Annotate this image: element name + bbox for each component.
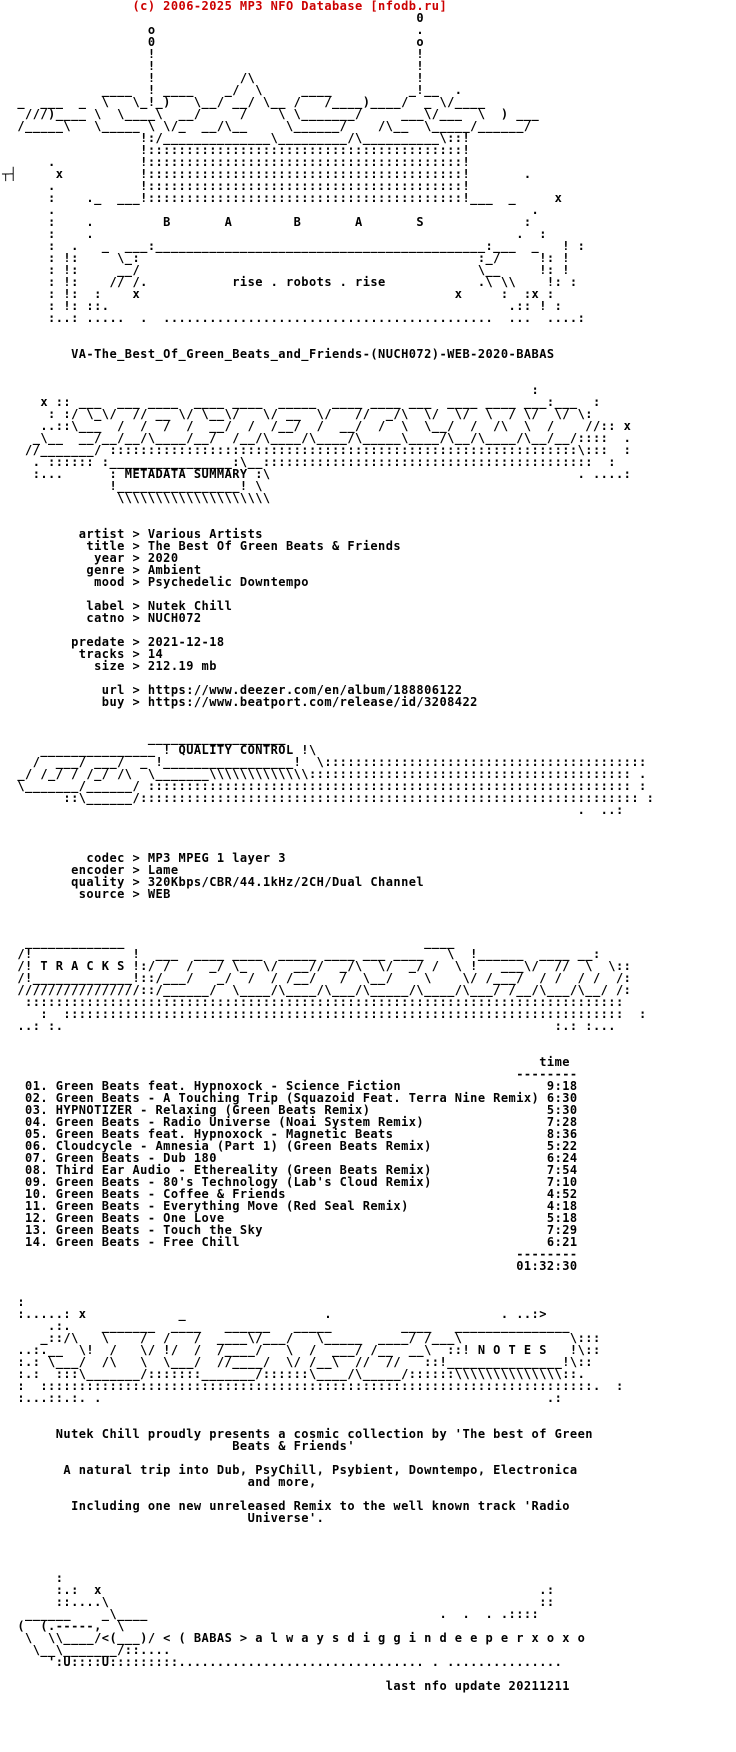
nfo-line: : !: __/ \__ !: ! xyxy=(2,263,570,277)
nfo-line: o . xyxy=(2,23,425,37)
nfo-line: : ::::::::::::::::::::::::::::::::::::::::::::::::::::::::::::::::::::::::. : xyxy=(2,1379,624,1393)
nfo-line: 10. Green Beats - Coffee & Friends 4:52 xyxy=(2,1187,578,1201)
nfo-line: genre > Ambient xyxy=(2,563,202,577)
nfo-line: : xyxy=(2,1571,64,1585)
nfo-line: _\__ __/__/__/\____/__/ /__/\____/\____/\_____\____/\__/\____/\__/__/:::: . xyxy=(2,431,632,445)
nfo-line: _::/\ \ / / / ____\/___/ \_____ ____/ /___\ \::: xyxy=(2,1331,601,1345)
nfo-line xyxy=(2,900,654,912)
nfo-line: ! /\ ! xyxy=(2,71,425,85)
nfo-line: __________________ xyxy=(2,731,286,745)
nfo-line: :.....: x _ . . ..:> xyxy=(2,1307,547,1321)
nfo-line: 08. Third Ear Audio - Ethereality (Green Beats Remix) 7:54 xyxy=(2,1163,578,1177)
nfo-line: 0 o xyxy=(2,35,425,49)
nfo-line: time xyxy=(2,1055,570,1069)
nfo-line: !:/______________\_________/\__________\::! xyxy=(2,131,471,145)
nfo-line: Universe'. xyxy=(2,1511,325,1525)
nfo-line: ( (.-----, \ xyxy=(2,1619,125,1633)
nfo-line: size > 212.19 mb xyxy=(2,659,217,673)
nfo-line: ///)____ \ \____\ __/ / \ \_______/ ___\/___ \ ) ___ xyxy=(2,107,540,121)
nfo-line xyxy=(2,324,654,336)
nfo-line xyxy=(2,1284,654,1296)
nfo-line: quality > 320Kbps/CBR/44.1kHz/2CH/Dual Channel xyxy=(2,875,425,889)
nfo-line xyxy=(2,1032,654,1044)
nfo-line: : . B A B A S : xyxy=(2,215,532,229)
nfo-line: ////////////////::/______/ \____/\____/\___/\_____/\____/\___/ /__/\___/\__/ /: xyxy=(2,983,632,997)
nfo-line: :.: :::\_______/:::::::_______/::::::\____/\_____/::::::\\\\\\\\\\\\\\::. xyxy=(2,1367,586,1381)
nfo-line xyxy=(2,1560,654,1572)
nfo-line: . !:::::::::::::::::::::::::::::::::::::::::! xyxy=(2,179,471,193)
nfo-line: ::....\ :: xyxy=(2,1595,555,1609)
nfo-line: /_____\ \_____ \ \/_ __/\__ \______/ /\__ \_____/______/ xyxy=(2,119,532,133)
nfo-line: : ._ ___!:::::::::::::::::::::::::::::::::::::::::!___ _ x xyxy=(2,191,563,205)
nfo-line: 0 xyxy=(2,11,425,25)
nfo-line: ! ! xyxy=(2,47,425,61)
nfo-line: : :/ \_\/ // __ \/ \__\/ \/ __ \/ // _/\ \/ \/ \ / \/ \/ \: xyxy=(2,407,593,421)
nfo-line: VA-The_Best_Of_Green_Beats_and_Friends-(NUCH072)-WEB-2020-BABAS xyxy=(2,347,555,361)
nfo-line: last nfo update 20211211 xyxy=(2,1679,570,1693)
nfo-line: . :::::: :________________:\__::::::::::::::::::::::::::::::::::::::::::: : xyxy=(2,455,616,469)
nfo-line: 14. Green Beats - Free Chill 6:21 xyxy=(2,1235,578,1249)
nfo-line: :...::.:. . .: xyxy=(2,1391,563,1405)
nfo-line xyxy=(2,1536,654,1548)
nfo-line: : xyxy=(2,1295,26,1309)
nfo-line: :... : METADATA SUMMARY :\ . ....: xyxy=(2,467,632,481)
nfo-line: : !: \_: :_/ !: ! xyxy=(2,251,570,265)
nfo-line: /! ! ___ ____ ____ _____ ____ ___ ____ \ !______ ____ __: xyxy=(2,947,601,961)
nfo-line: mood > Psychedelic Downtempo xyxy=(2,575,309,589)
nfo-line: :::::::::::::::::::::::::::::::::::::::::::::::::::::::::::::::::::::::::::::: xyxy=(2,995,624,1009)
nfo-line: . !:::::::::::::::::::::::::::::::::::::::::! xyxy=(2,155,471,169)
nfo-line: /! T R A C K S !:/ / / _/ \_ \/ __// _/\ \/ _/ / \ ! ___\/ // \ \:: xyxy=(2,959,632,973)
nfo-line: 12. Green Beats - One Love 5:18 xyxy=(2,1211,578,1225)
nfo-line: x :: ___ ___ ____ ____ ____ _____ ____ ____ ___ ____ ____ ___:___ : xyxy=(2,395,601,409)
nfo-line: 13. Green Beats - Touch the Sky 7:29 xyxy=(2,1223,578,1237)
nfo-line: //_______/ :::::::::::::::::::::::::::::::::::::::::::::::::::::::::::::\::: : xyxy=(2,443,632,457)
nfo-line: tracks > 14 xyxy=(2,647,164,661)
nfo-line: . ..: xyxy=(2,803,624,817)
nfo-line: Beats & Friends' xyxy=(2,1439,356,1453)
nfo-line: : . . : xyxy=(2,227,547,241)
nfo-line: ! ! xyxy=(2,59,425,73)
nfo-line: ____ ! ____ _/ \ ____ _!__ . xyxy=(2,83,463,97)
nfo-line: ..:.__ \! / \/ !/ / /____/ \ / ___/ /__ __\ ::! N O T E S !\:: xyxy=(2,1343,601,1357)
nfo-line: title > The Best Of Green Beats & Friends xyxy=(2,539,402,553)
nfo-line: :.: \___/ /\ \ \___/ //____/ \/ /__\ // // ::!_______________!\:: xyxy=(2,1355,593,1369)
nfo-line: ..::\___ / / / / __/ / /__/ / __/ / \ \__/ / /\ \ / //:: x xyxy=(2,419,632,433)
nfo-line: codec > MP3 MPEG 1 layer 3 xyxy=(2,851,286,865)
nfo-line: and more, xyxy=(2,1475,317,1489)
nfo-line xyxy=(2,828,654,840)
nfo-line: url > https://www.deezer.com/en/album/188806122 xyxy=(2,683,463,697)
nfo-line: encoder > Lame xyxy=(2,863,179,877)
nfo-line: _ ___ _ \ \_!_) \__/ __/ \__ / /____)____/ _ \/____ xyxy=(2,95,486,109)
nfo-line: ┬┤ x !:::::::::::::::::::::::::::::::::::::::::! . xyxy=(2,167,532,181)
nfo-line: \__\_______/::.... xyxy=(2,1643,171,1657)
nfo-line: catno > NUCH072 xyxy=(2,611,202,625)
nfo-line: : !: ::. .:: ! : xyxy=(2,299,563,313)
copyright-header: (c) 2006-2025 MP3 NFO Database [nfodb.ru] xyxy=(2,0,448,13)
nfo-line: label > Nutek Chill xyxy=(2,599,233,613)
nfo-line: \_______/______/ ::::::::::::::::::::::::::::::::::::::::::::::::::::::::::::::: : xyxy=(2,779,647,793)
nfo-line xyxy=(2,912,654,924)
nfo-line: : xyxy=(2,383,540,397)
nfo-line xyxy=(2,1548,654,1560)
nfo-line: : !: // /. rise . robots . rise .\ \\ !: : xyxy=(2,275,578,289)
nfo-line: 07. Green Beats - Dub 180 6:24 xyxy=(2,1151,578,1165)
nfo-line: -------- xyxy=(2,1067,578,1081)
nfo-line: !________________! \ xyxy=(2,479,263,493)
nfo-line: source > WEB xyxy=(2,887,171,901)
nfo-line: -------- xyxy=(2,1247,578,1261)
nfo-line xyxy=(2,1404,654,1416)
nfo-line: 05. Green Beats feat. Hypnoxock - Magnetic Beats 8:36 xyxy=(2,1127,578,1141)
nfo-line: _______________ ! QUALITY CONTROL !\ xyxy=(2,743,317,757)
nfo-line: buy > https://www.beatport.com/release/id/3208422 xyxy=(2,695,478,709)
nfo-line: _/ /_/ / /_/ /\ \_______\\\\\\\\\\\\\:::::::::::::::::::::::::::::::::::::::::: . xyxy=(2,767,647,781)
nfo-line: ______ _\____ . . . .:::: xyxy=(2,1607,540,1621)
nfo-line xyxy=(2,1272,654,1284)
nfo-line: 04. Green Beats - Radio Universe (Noai System Remix) 7:28 xyxy=(2,1115,578,1129)
nfo-line xyxy=(2,1524,654,1536)
nfo-line xyxy=(2,360,654,372)
nfo-line: : ::::::::::::::::::::::::::::::::::::::::::::::::::::::::::::::::::::::::: : xyxy=(2,1007,647,1021)
nfo-line: .:. _______ ____ ______ _____ ____ _______________ xyxy=(2,1319,570,1333)
nfo-line: 06. Cloudcycle - Amnesia (Part 1) (Green Beats Remix) 5:22 xyxy=(2,1139,578,1153)
nfo-line: 02. Green Beats - A Touching Trip (Squazoid Feat. Terra Nine Remix) 6:30 xyxy=(2,1091,578,1105)
nfo-line: Nutek Chill proudly presents a cosmic collection by 'The best of Green xyxy=(2,1427,593,1441)
nfo-line xyxy=(2,504,654,516)
nfo-line: : . _ ___:___________________________________________:___ _ ! : xyxy=(2,239,586,253)
nfo-line: \ \\____/<(___)/ < ( BABAS > a l w a y s d i g g i n d e e p e r x o x o xyxy=(2,1631,586,1645)
nfo-line: :.: x .: xyxy=(2,1583,555,1597)
nfo-line: A natural trip into Dub, PsyChill, Psybient, Downtempo, Electronica xyxy=(2,1463,578,1477)
nfo-line: 11. Green Beats - Everything Move (Red Seal Remix) 4:18 xyxy=(2,1199,578,1213)
nfo-line: 09. Green Beats - 80's Technology (Lab's Cloud Remix) 7:10 xyxy=(2,1175,578,1189)
nfo-line: 01. Green Beats feat. Hypnoxock - Science Fiction 9:18 xyxy=(2,1079,578,1093)
nfo-line: Including one new unreleased Remix to the well known track 'Radio xyxy=(2,1499,570,1513)
nfo-line: / ___/ ___/ _ !_________________! \:::::::::::::::::::::::::::::::::::::::::: xyxy=(2,755,647,769)
nfo-line: ..: :. :.: :... xyxy=(2,1019,616,1033)
nfo-line: :..: ..... . ........................................... ... ....: xyxy=(2,311,586,325)
nfo-line: artist > Various Artists xyxy=(2,527,263,541)
nfo-line: predate > 2021-12-18 xyxy=(2,635,225,649)
nfo-line: : !: : x x : :x : xyxy=(2,287,555,301)
nfo-line xyxy=(2,816,654,828)
nfo-line: ::\______/::::::::::::::::::::::::::::::::::::::::::::::::::::::::::::::::: : xyxy=(2,791,655,805)
nfo-line: . . xyxy=(2,203,540,217)
nfo-line xyxy=(2,708,654,720)
nfo-line: !:::::::::::::::::::::::::::::::::::::::::! xyxy=(2,143,471,157)
nfo-line: \\\\\\\\\\\\\\\\\\\\ xyxy=(2,491,271,505)
nfo-line: year > 2020 xyxy=(2,551,179,565)
nfo-line: _____________ ____ xyxy=(2,935,455,949)
nfo-line: 03. HYPNOTIZER - Relaxing (Green Beats Remix) 5:30 xyxy=(2,1103,578,1117)
nfo-line: 01:32:30 xyxy=(2,1259,578,1273)
nfo-line: ':U::::U:::::::::................................ . ............... xyxy=(2,1655,563,1669)
nfo-line: /!_____________!::/___/ _/ / / /__/ / \__/ \ \/ /___/ / / / / /: xyxy=(2,971,632,985)
